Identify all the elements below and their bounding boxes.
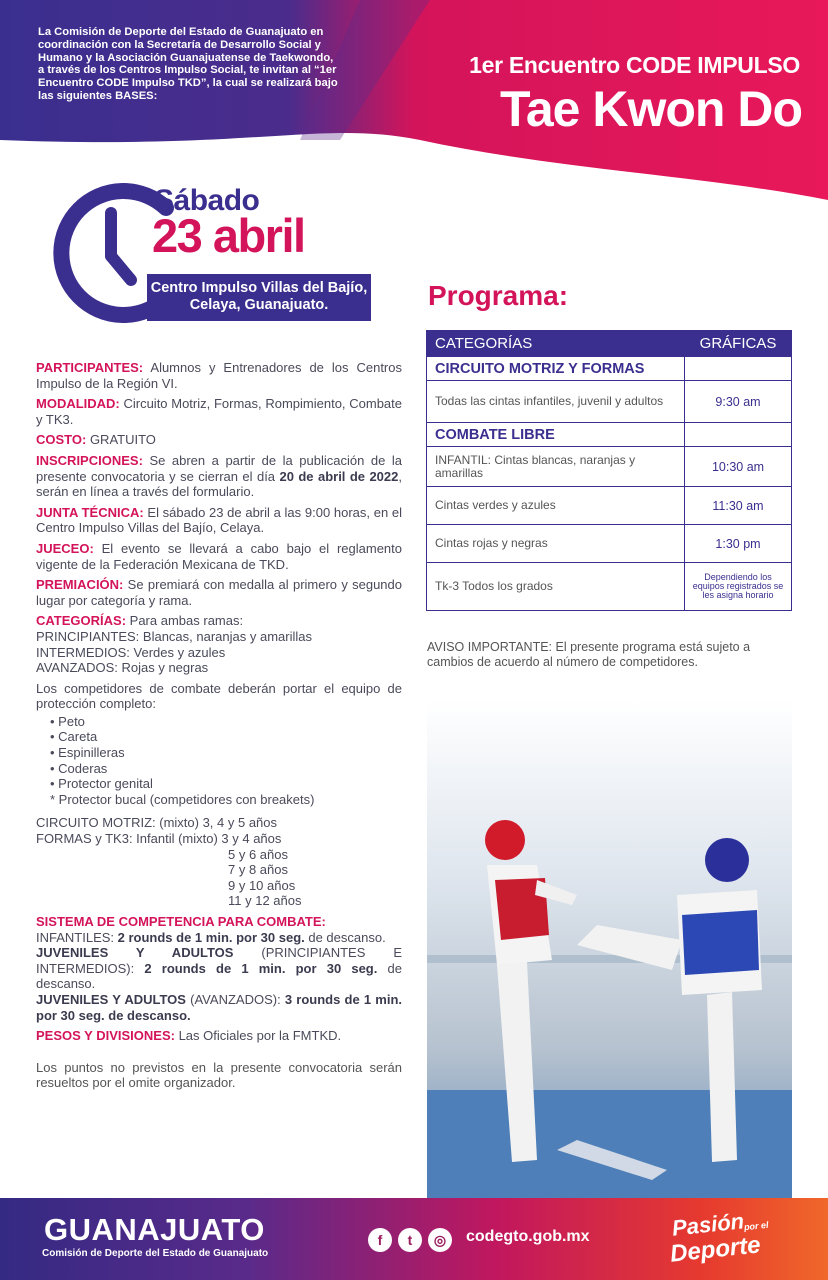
edad: 11 y 12 años	[228, 893, 302, 909]
table-row: Cintas rojas y negras 1:30 pm	[427, 525, 792, 563]
equipo-intro: Los competidores de combate deberán portar el equipo de protección completo:	[36, 680, 402, 712]
slogan-pasion: Pasión	[670, 1208, 746, 1241]
header-banner	[0, 0, 828, 200]
participantes: PARTICIPANTES: Alumnos y Entrenadores de los Centros Impulso de la Región VI.	[36, 360, 402, 391]
junta-tecnica: JUNTA TÉCNICA: El sábado 23 de abril a las 9:00 horas, en el Centro Impulso Villas del Bajío, Celaya.	[36, 504, 402, 536]
intro-text: La Comisión de Deporte del Estado de Guanajuato en coordinación con la Secretaría de Desarrollo Social y Humano y la Asociación Guanajuatense de Taekwondo, a través de los Centros Impulso Social, te invitan al “1er Encuentro CODE Impulso TKD”, la cual se realizará bajo las siguientes BASES:	[38, 26, 338, 102]
list-item: • Coderas	[50, 761, 402, 777]
taekwondo-photo	[427, 700, 792, 1198]
equipo-list	[36, 714, 402, 792]
programa-table	[426, 330, 792, 611]
categorias: CATEGORÍAS: Para ambas ramas: PRINCIPIANTES: Blancas, naranjas y amarillas INTERMEDIOS: Verdes y azules AVANZADOS: Rojas y negras	[36, 613, 312, 676]
table-row	[427, 357, 792, 381]
slogan-porel: por el	[743, 1219, 769, 1233]
formas: FORMAS y TK3: Infantil (mixto) 3 y 4 años	[36, 831, 282, 847]
list-item: • Protector genital	[50, 776, 402, 792]
table-row: Cintas verdes y azules 11:30 am	[427, 487, 792, 525]
table-row: INFANTIL: Cintas blancas, naranjas y amarillas 10:30 am	[427, 447, 792, 487]
footer	[0, 1198, 828, 1280]
twitter-icon[interactable]: t	[398, 1228, 422, 1252]
costo: COSTO: GRATUITO	[36, 432, 156, 448]
edad: 9 y 10 años	[228, 877, 296, 893]
state-logo: GUANAJUATO	[44, 1212, 265, 1247]
sistema-label: SISTEMA DE COMPETENCIA PARA COMBATE:	[36, 914, 326, 929]
instagram-icon[interactable]: ◎	[428, 1228, 452, 1252]
programa-title: Programa:	[428, 280, 569, 311]
list-item: • Peto	[50, 714, 402, 730]
event-title: Tae Kwon Do	[500, 81, 802, 137]
edad: 7 y 8 años	[228, 862, 288, 878]
table-row	[427, 423, 792, 447]
event-venue: Centro Impulso Villas del Bajío, Celaya, Guanajuato.	[147, 274, 371, 321]
col-categorias: CATEGORÍAS	[427, 331, 685, 357]
nota-final: Los puntos no previstos en la presente convocatoria serán resueltos por el omite organizador.	[36, 1059, 402, 1091]
list-item: • Espinilleras	[50, 745, 402, 761]
website-link[interactable]: codegto.gob.mx	[466, 1228, 590, 1245]
section-combate: COMBATE LIBRE	[427, 423, 685, 447]
sistema-juveniles-2: JUVENILES Y ADULTOS (AVANZADOS): 3 rounds de 1 min. por 30 seg. de descanso.	[36, 991, 402, 1023]
edad: 5 y 6 años	[228, 846, 288, 862]
inscripciones: INSCRIPCIONES: Se abren a partir de la publicación de la presente convocatoria y se cierran el día 20 de abril de 2022, serán en línea a través del formulario.	[36, 452, 402, 500]
modalidad: MODALIDAD: Circuito Motriz, Formas, Rompimiento, Combate y TK3.	[36, 396, 402, 427]
table-row: Todas las cintas infantiles, juvenil y adultos 9:30 am	[427, 381, 792, 423]
event-day: Sábado	[154, 184, 260, 217]
aviso-importante: AVISO IMPORTANTE: El presente programa está sujeto a cambios de acuerdo al número de competidores.	[427, 640, 751, 669]
table-row: Tk-3 Todos los grados Dependiendo los equipos registrados se les asigna horario	[427, 563, 792, 611]
event-date: 23 abril	[152, 209, 305, 262]
bucal-note: * Protector bucal (competidores con breakets)	[50, 791, 315, 807]
blue-helmet	[705, 838, 749, 882]
premiacion: PREMIACIÓN: Se premiará con medalla al primero y segundo lugar por categoría y rama.	[36, 577, 402, 608]
slogan-deporte: Deporte	[668, 1231, 762, 1268]
event-subtitle: 1er Encuentro CODE IMPULSO	[469, 52, 800, 78]
facebook-icon[interactable]: f	[368, 1228, 392, 1252]
jueceo: JUECEO: El evento se llevará a cabo bajo el reglamento vigente de la Federación Mexicana de TKD.	[36, 540, 402, 572]
table-header	[427, 331, 792, 357]
pesos: PESOS Y DIVISIONES: Las Oficiales por la FMTKD.	[36, 1028, 342, 1044]
sistema-juveniles-1: JUVENILES Y ADULTOS (PRINCIPIANTES E INTERMEDIOS): 2 rounds de 1 min. por 30 seg. de descanso.	[36, 945, 402, 992]
col-graficas: GRÁFICAS	[685, 331, 792, 357]
commission-name: Comisión de Deporte del Estado de Guanajuato	[42, 1248, 269, 1259]
circuito: CIRCUITO MOTRIZ: (mixto) 3, 4 y 5 años	[36, 815, 278, 831]
list-item: • Careta	[50, 729, 402, 745]
red-helmet	[485, 820, 525, 860]
bases-section	[36, 360, 402, 1096]
sistema-infantiles: INFANTILES: 2 rounds de 1 min. por 30 seg. de descanso.	[36, 929, 386, 945]
section-circuito: CIRCUITO MOTRIZ Y FORMAS	[427, 357, 685, 381]
